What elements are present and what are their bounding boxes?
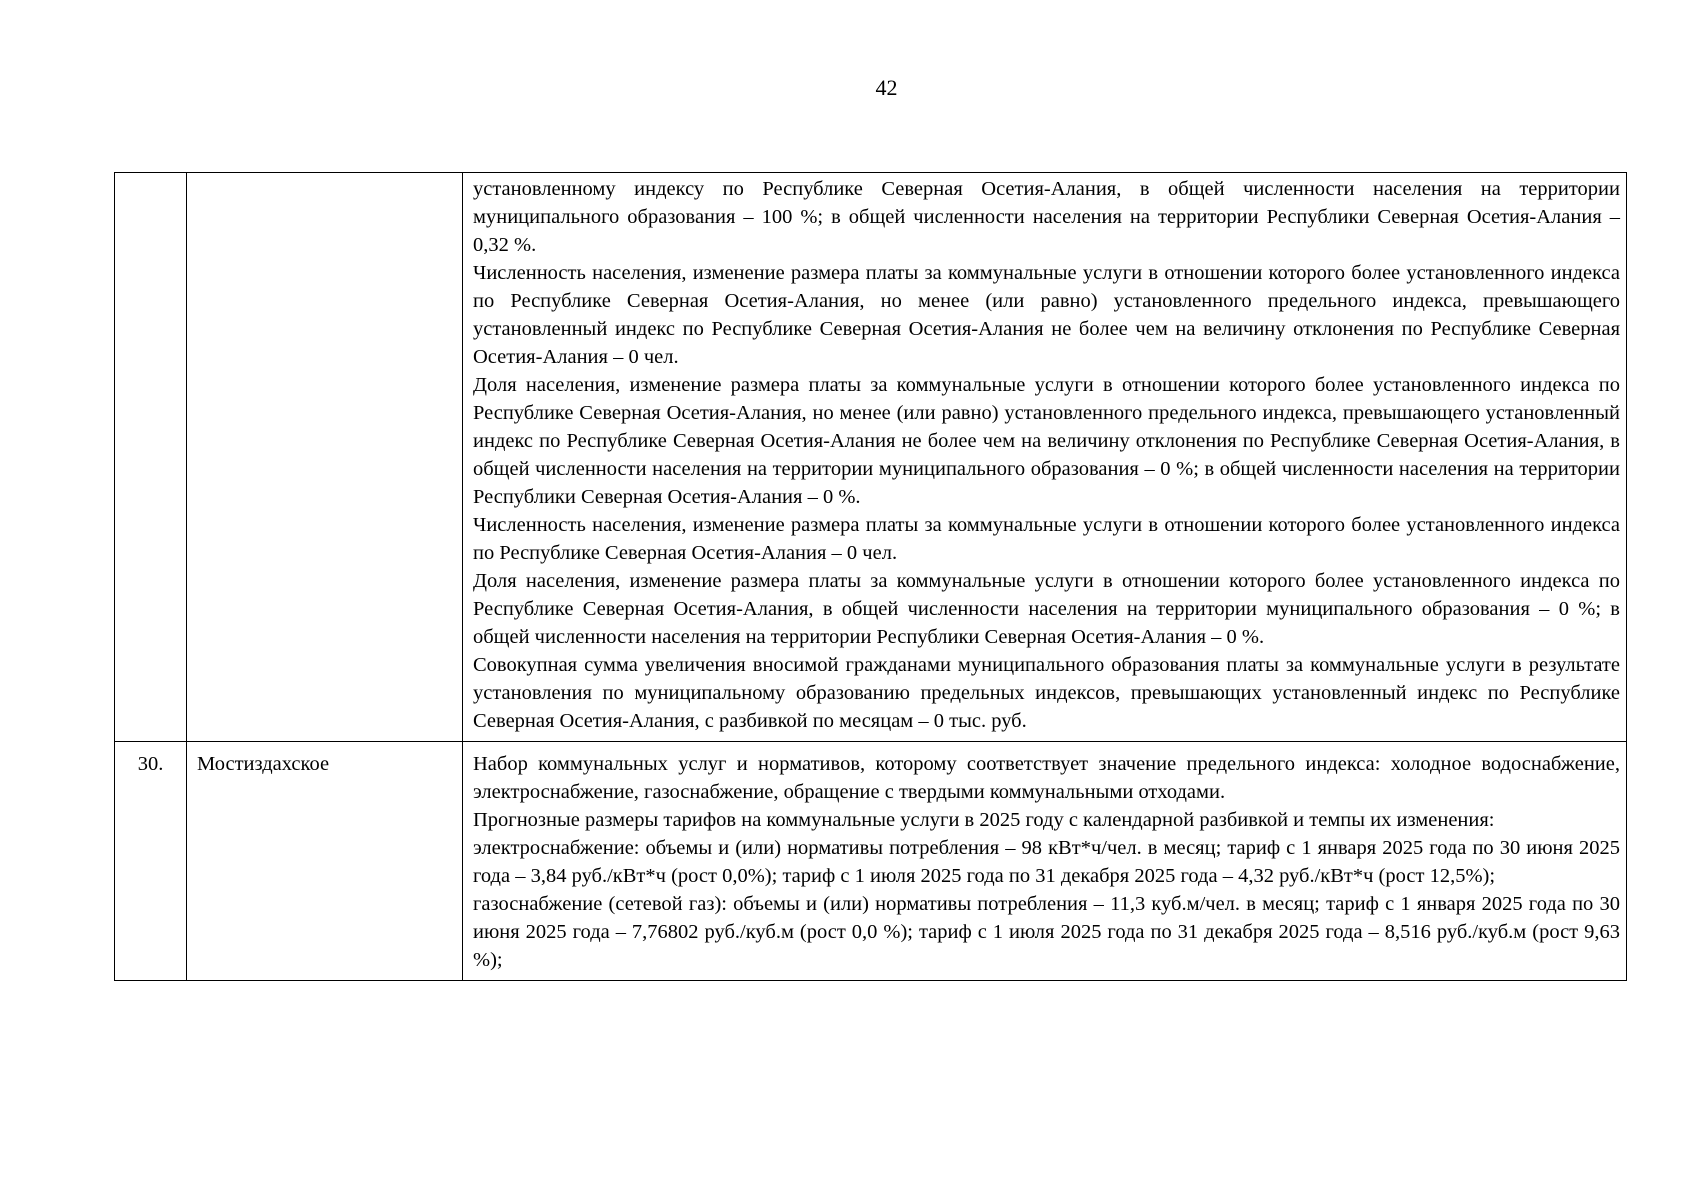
paragraph: Численность населения, изменение размера платы за коммунальные услуги в отношении которого более установленного индекса по Республике Северная Осетия-Алания – 0 чел.: [473, 514, 1620, 564]
paragraph: установленному индексу по Республике Северная Осетия-Алания, в общей численности населения на территории муниципального образования – 100 %; в общей численности населения на территории Республики Северная Осетия-Алания – 0,32 %.: [473, 178, 1620, 256]
municipal-index-table: [114, 172, 1627, 981]
paragraph: Набор коммунальных услуг и нормативов, которому соответствует значение предельного индекса: холодное водоснабжение, электроснабжение, газоснабжение, обращение с твердыми коммунальными отходами.: [473, 753, 1620, 803]
paragraph: Доля населения, изменение размера платы за коммунальные услуги в отношении которого более установленного индекса по Республике Северная Осетия-Алания, но менее (или равно) установленного предельного индекса, превышающего установленный индекс по Республике Северная Осетия-Алания не более чем на величину отклонения по Республике Северная Осетия-Алания, в общей численности населения на территории муниципального образования – 0 %; в общей численности населения на территории Республики Северная Осетия-Алания – 0 %.: [473, 374, 1620, 508]
description-cell: [463, 742, 1627, 981]
row-number-cell: [115, 173, 187, 742]
municipality-name-cell: Мостиздахское: [187, 742, 463, 981]
description-cell: [463, 173, 1627, 742]
row-number-cell: 30.: [115, 742, 187, 981]
paragraph: газоснабжение (сетевой газ): объемы и (или) нормативы потребления – 11,3 куб.м/чел. в месяц; тариф с 1 января 2025 года по 30 июня 2025 года – 7,76802 руб./куб.м (рост 0,0 %); тариф с 1 июля 2025 года по 31 декабря 2025 года – 8,516 руб./куб.м (рост 9,63 %);: [473, 893, 1620, 971]
page-number: 42: [875, 75, 898, 100]
paragraph: электроснабжение: объемы и (или) нормативы потребления – 98 кВт*ч/чел. в месяц; тариф с 1 января 2025 года по 30 июня 2025 года – 3,84 руб./кВт*ч (рост 0,0%); тариф с 1 июля 2025 года по 31 декабря 2025 года – 4,32 руб./кВт*ч (рост 12,5%);: [473, 837, 1620, 887]
table-row: [115, 742, 1627, 981]
paragraph: Доля населения, изменение размера платы за коммунальные услуги в отношении которого более установленного индекса по Республике Северная Осетия-Алания, в общей численности населения на территории муниципального образования – 0 %; в общей численности населения на территории Республики Северная Осетия-Алания – 0 %.: [473, 570, 1620, 648]
paragraph: Совокупная сумма увеличения вносимой гражданами муниципального образования платы за коммунальные услуги в результате установления по муниципальному образованию предельных индексов, превышающих установленный индекс по Республике Северная Осетия-Алания, с разбивкой по месяцам – 0 тыс. руб.: [473, 654, 1620, 732]
table-row: [115, 173, 1627, 742]
municipality-name-cell: [187, 173, 463, 742]
paragraph: Численность населения, изменение размера платы за коммунальные услуги в отношении которого более установленного индекса по Республике Северная Осетия-Алания, но менее (или равно) установленного предельного индекса, превышающего установленный индекс по Республике Северная Осетия-Алания не более чем на величину отклонения по Республике Северная Осетия-Алания – 0 чел.: [473, 262, 1620, 368]
paragraph: Прогнозные размеры тарифов на коммунальные услуги в 2025 году с календарной разбивкой и темпы их изменения:: [473, 809, 1495, 831]
